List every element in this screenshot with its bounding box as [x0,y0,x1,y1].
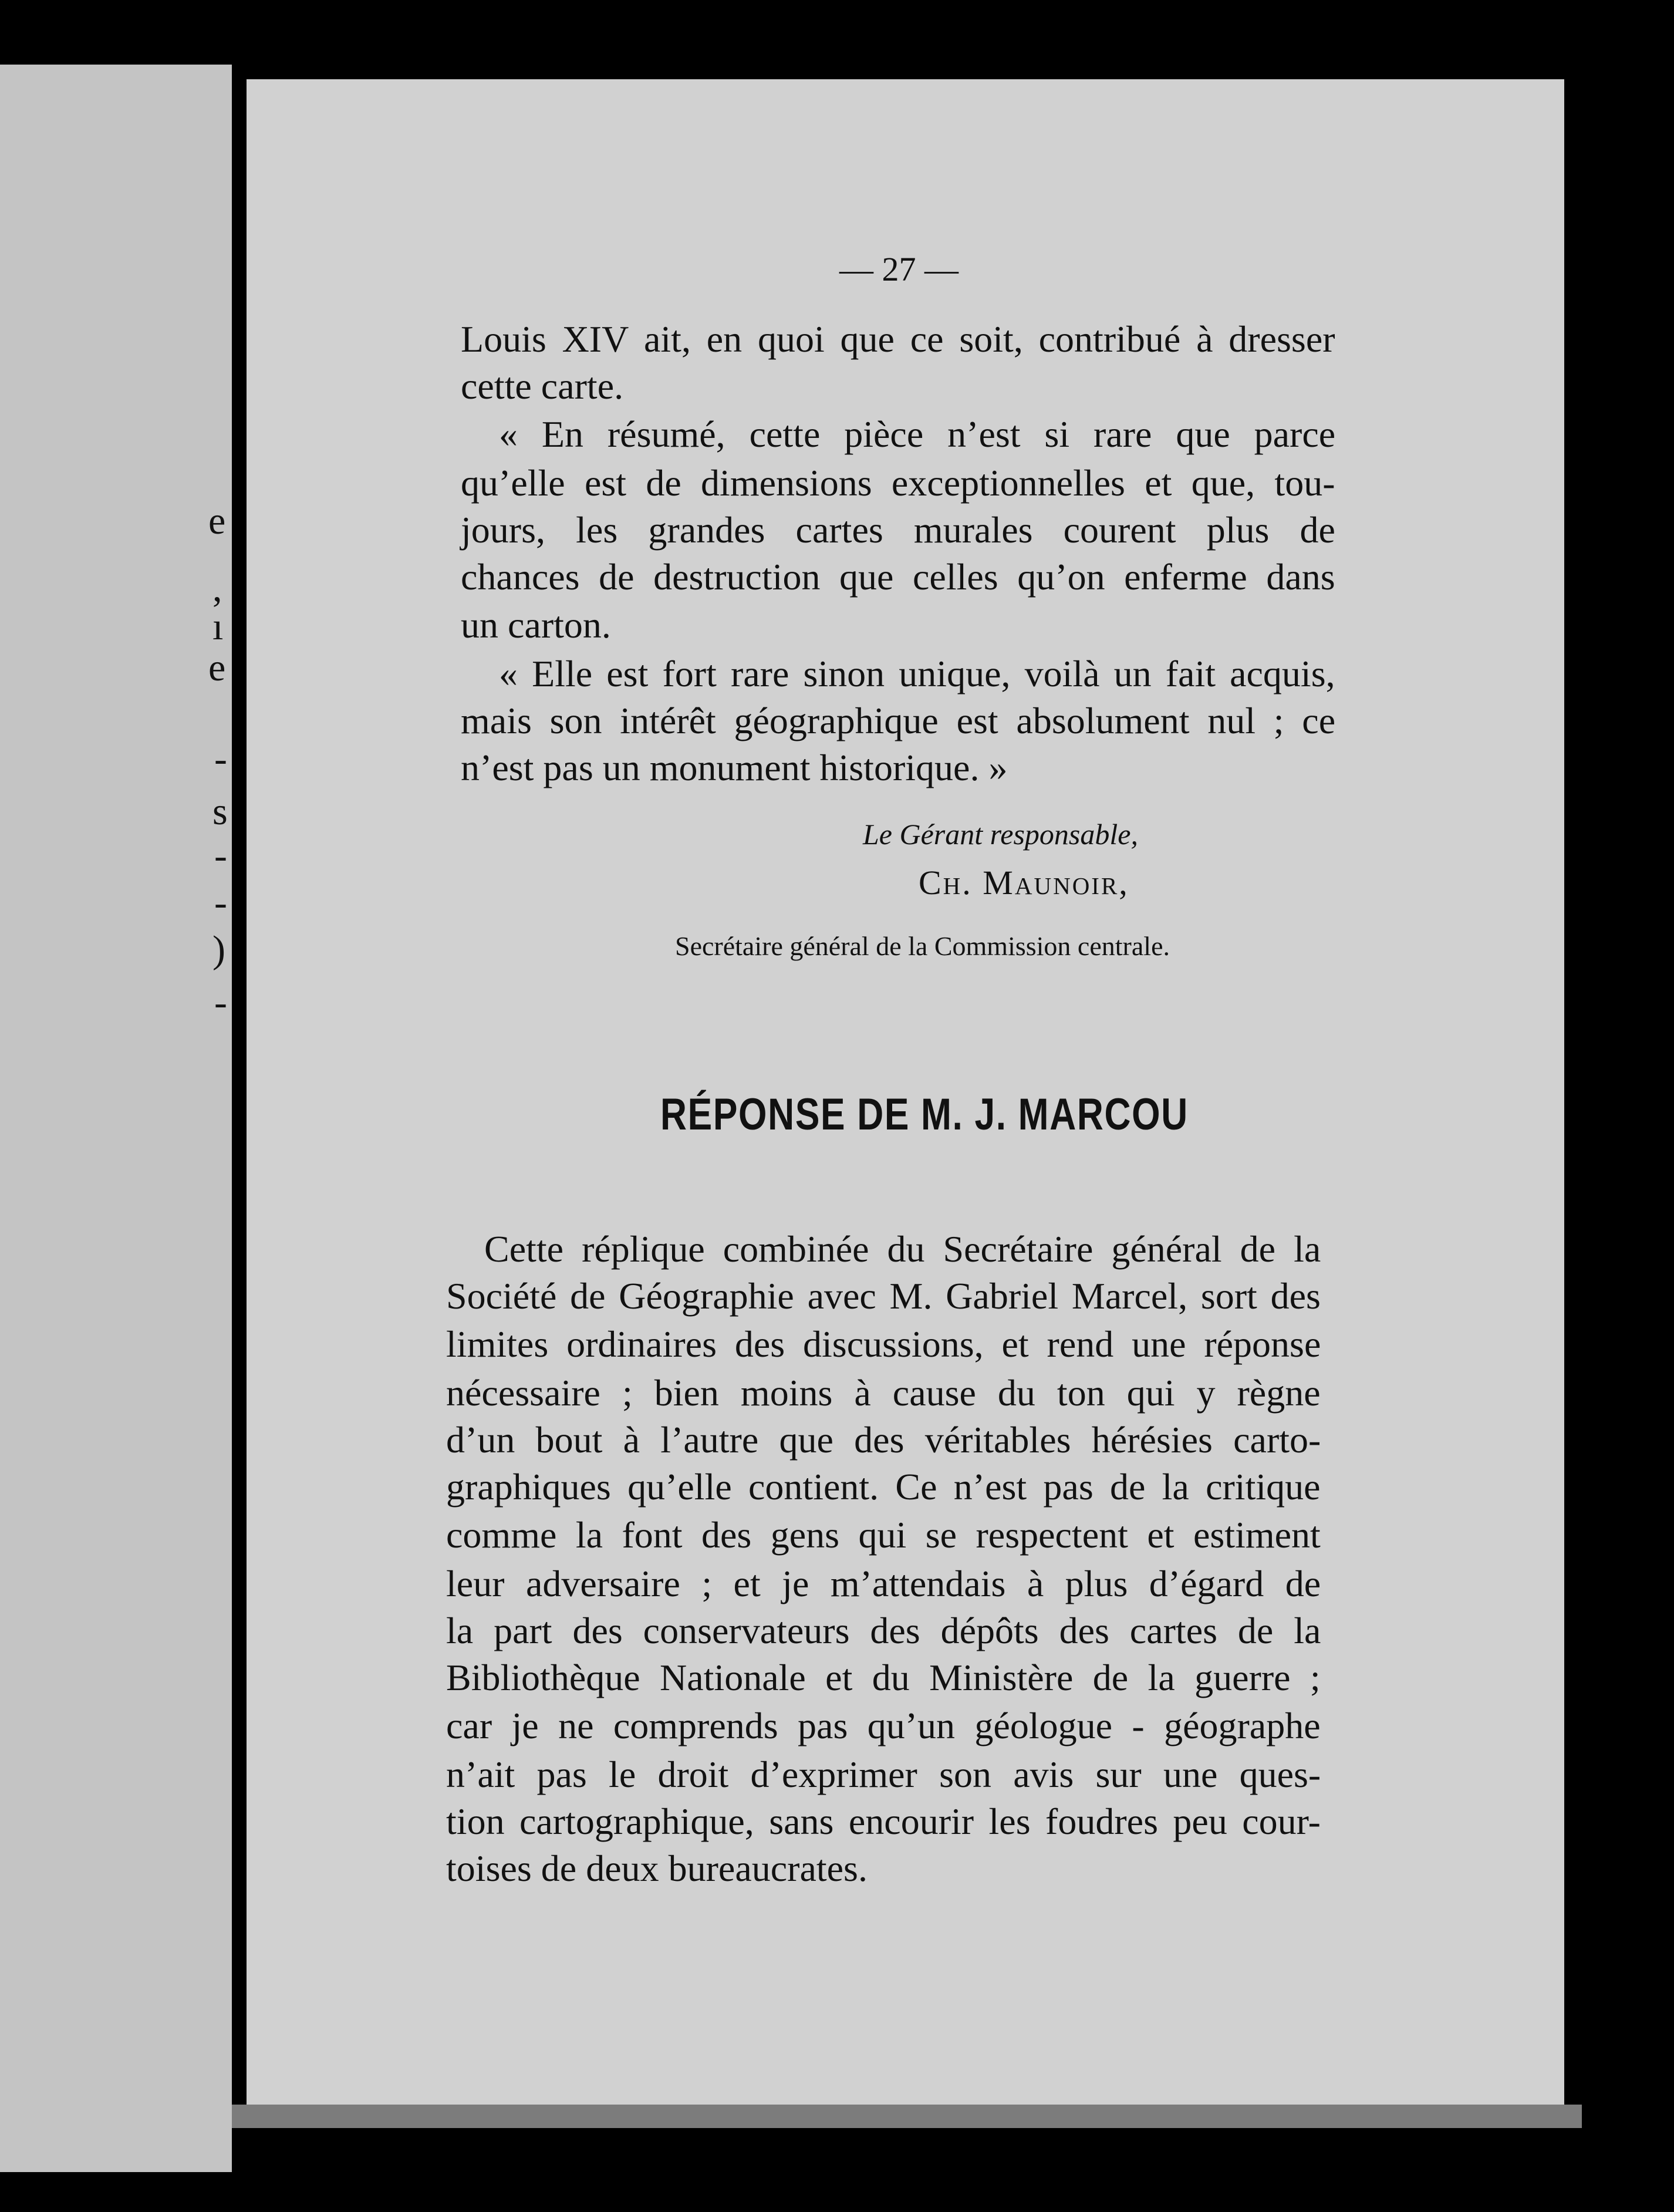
left-page-char: ) [212,928,225,971]
text-line: « En résumé, cette pièce n’est si rare que parce [499,413,1336,455]
text-line: un carton. [461,604,611,646]
text-line: mais son intérêt géographique est absolument nul ; ce [461,700,1336,741]
text-line: qu’elle est de dimensions exceptionnelles et que, tou- [461,462,1335,504]
text-line: limites ordinaires des discussions, et rend une réponse [446,1323,1321,1365]
text-line: graphiques qu’elle contient. Ce n’est pas de la critique [446,1466,1321,1508]
section-heading: RÉPONSE DE M. J. MARCOU [660,1090,1189,1139]
left-page-fragment [0,65,232,2172]
text-line: comme la font des gens qui se respectent et estiment [446,1514,1321,1556]
left-page-char: e [208,646,226,689]
text-line: toises de deux bureaucrates. [446,1847,868,1889]
left-page-char: - [214,834,227,877]
text-line: n’ait pas le droit d’exprimer son avis sur une ques- [446,1754,1321,1795]
text-line: leur adversaire ; et je m’attendais à plus d’égard de [446,1563,1321,1604]
text-line: Bibliothèque Nationale et du Ministère de la guerre ; [446,1657,1321,1698]
left-page-char: - [214,981,227,1024]
text-line: nécessaire ; bien moins à cause du ton qui y règne [446,1372,1321,1414]
text-line: Cette réplique combinée du Secrétaire général de la [484,1228,1321,1270]
text-line: tion cartographique, sans encourir les foudres peu cour- [446,1800,1321,1842]
page-bottom-edge [232,2105,1582,2128]
text-line: la part des conservateurs des dépôts des cartes de la [446,1610,1321,1651]
signature-title: Le Gérant responsable, [863,818,1138,851]
signature-role: Secrétaire général de la Commission centrale. [675,931,1170,961]
page-number: — 27 — [839,250,959,288]
left-page-char: ı [212,605,224,648]
signature-name: Ch. Maunoir, [919,864,1129,902]
text-line: chances de destruction que celles qu’on enferme dans [461,556,1335,598]
text-line: car je ne comprends pas qu’un géologue - géographe [446,1705,1321,1746]
text-line: Société de Géographie avec M. Gabriel Marcel, sort des [446,1275,1321,1317]
text-line: cette carte. [461,365,624,407]
text-line: « Elle est fort rare sinon unique, voilà un fait acquis, [499,653,1335,694]
left-page-char: , [212,567,222,610]
text-line: n’est pas un monument historique. » [461,747,1008,788]
left-page-char: - [214,881,227,924]
text-line: jours, les grandes cartes murales courent plus de [461,509,1335,551]
left-page-char: s [212,790,228,833]
left-page-char: - [214,737,227,780]
text-line: d’un bout à l’autre que des véritables hérésies carto- [446,1419,1321,1461]
text-line: Louis XIV ait, en quoi que ce soit, contribué à dresser [461,318,1335,360]
left-page-char: e [208,500,226,542]
